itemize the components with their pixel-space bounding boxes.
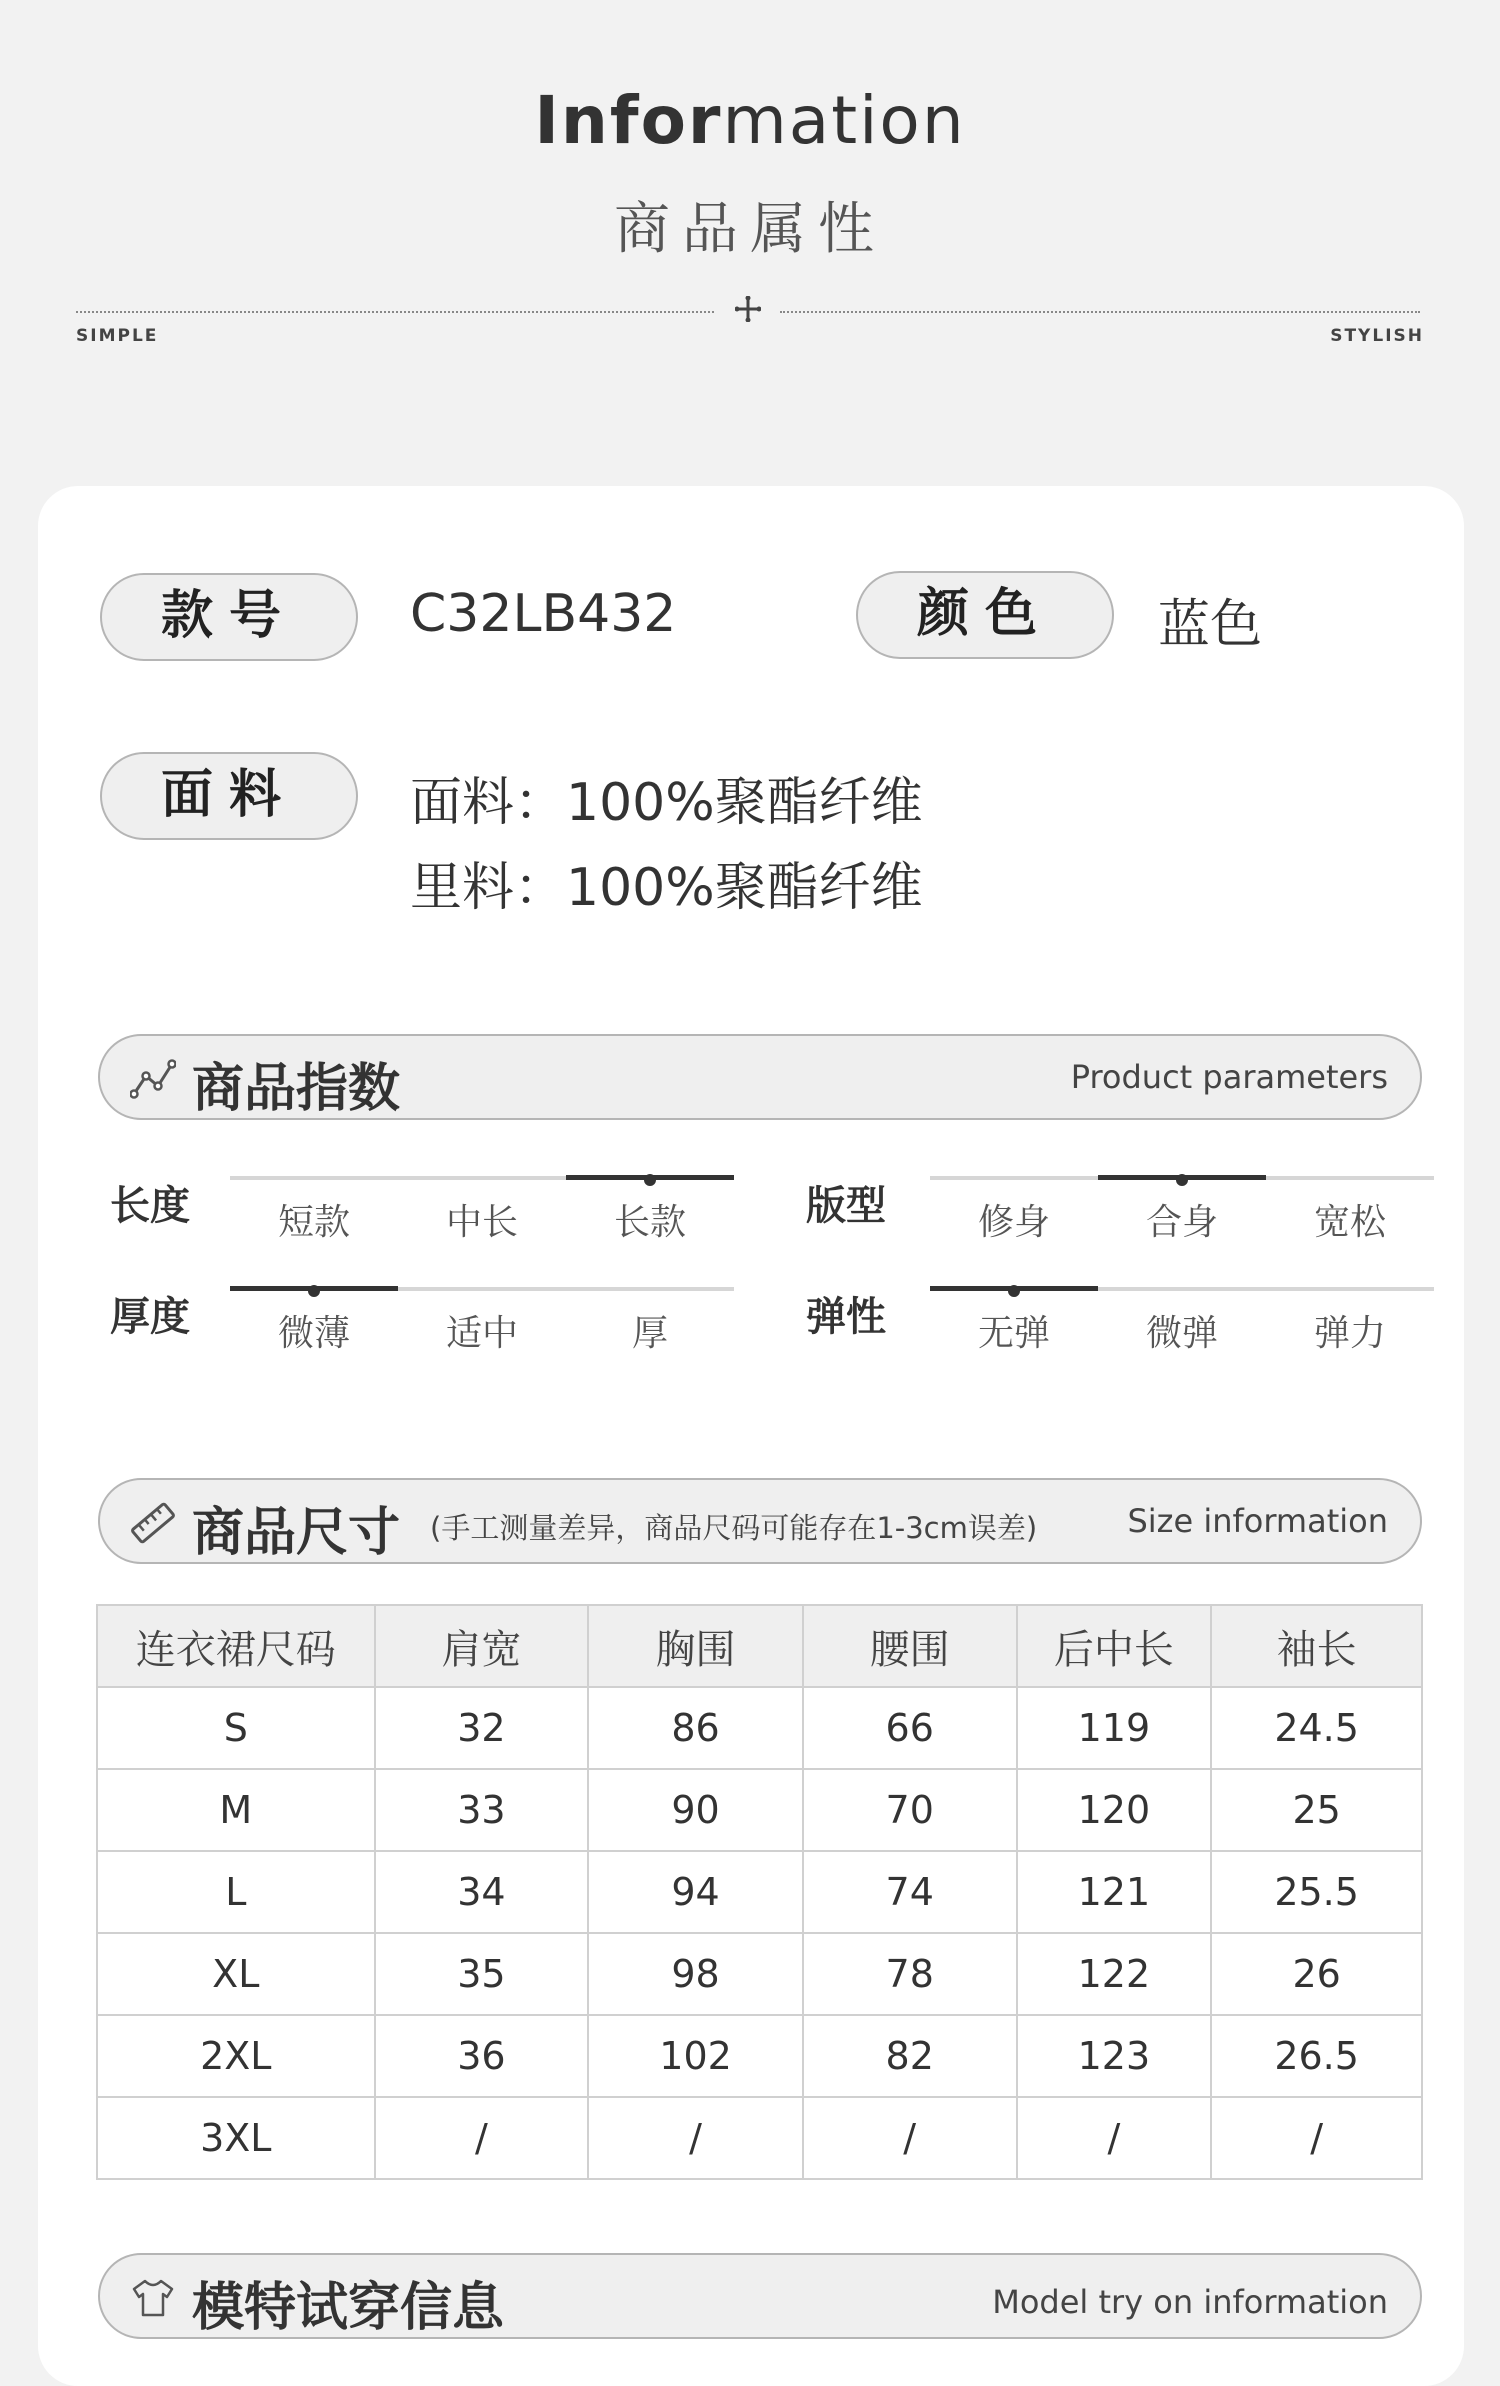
fabric-label: 面料 — [100, 752, 358, 840]
size-cell: 70 — [803, 1769, 1017, 1851]
size-cell: 66 — [803, 1687, 1017, 1769]
model-section-bar — [98, 2253, 1422, 2339]
param-label: 厚度 — [110, 1294, 190, 1340]
param-option: 中长 — [445, 1202, 518, 1243]
size-cell: 82 — [803, 2015, 1017, 2097]
param-option: 厚 — [631, 1313, 668, 1354]
size-cell: M — [97, 1769, 375, 1851]
size-cell: 122 — [1017, 1933, 1212, 2015]
size-cell: / — [1211, 2097, 1422, 2179]
param-option: 合身 — [1145, 1202, 1218, 1243]
param-option: 长款 — [613, 1202, 686, 1243]
size-cell: 26 — [1211, 1933, 1422, 2015]
size-cell: 25 — [1211, 1769, 1422, 1851]
size-cell: 26.5 — [1211, 2015, 1422, 2097]
color-label: 颜色 — [856, 571, 1114, 659]
page-title — [0, 82, 1500, 159]
size-cell: 32 — [375, 1687, 589, 1769]
size-header-cell: 袖长 — [1211, 1605, 1422, 1687]
title-bold: Infor — [534, 82, 723, 159]
page-subtitle: 商品属性 — [614, 197, 886, 262]
stylish-label: STYLISH — [1330, 326, 1424, 346]
size-cell: 74 — [803, 1851, 1017, 1933]
param-option: 修身 — [977, 1202, 1050, 1243]
style-number-value: C32LB432 — [410, 584, 677, 644]
param-scale-marker — [1008, 1285, 1020, 1297]
size-header-cell: 胸围 — [588, 1605, 803, 1687]
params-title: 商品指数 — [192, 1059, 401, 1119]
size-cell: 102 — [588, 2015, 803, 2097]
param-label: 弹性 — [806, 1294, 886, 1340]
param-option: 适中 — [445, 1313, 518, 1354]
size-cell: 78 — [803, 1933, 1017, 2015]
param-option: 无弹 — [977, 1313, 1050, 1354]
param-option: 微薄 — [277, 1313, 350, 1354]
size-cell: 2XL — [97, 2015, 375, 2097]
size-cell: 35 — [375, 1933, 589, 2015]
param-scale-marker — [308, 1285, 320, 1297]
size-cell: 98 — [588, 1933, 803, 2015]
size-cell: 3XL — [97, 2097, 375, 2179]
fabric-lining: 里料：100%聚酯纤维 — [410, 858, 923, 918]
tshirt-icon — [130, 2277, 176, 2319]
table-row — [97, 2097, 1422, 2179]
model-title: 模特试穿信息 — [192, 2278, 505, 2338]
param-option: 宽松 — [1313, 1202, 1386, 1243]
size-cell: 90 — [588, 1769, 803, 1851]
size-cell: 33 — [375, 1769, 589, 1851]
param-option: 弹力 — [1313, 1313, 1386, 1354]
size-table-body — [97, 1687, 1422, 2179]
size-cell: S — [97, 1687, 375, 1769]
trend-line-icon — [130, 1058, 176, 1100]
size-cell: 25.5 — [1211, 1851, 1422, 1933]
size-header-cell: 腰围 — [803, 1605, 1017, 1687]
param-label: 版型 — [806, 1183, 886, 1229]
table-row — [97, 2015, 1422, 2097]
table-row — [97, 1769, 1422, 1851]
size-cell: / — [588, 2097, 803, 2179]
table-row — [97, 1933, 1422, 2015]
size-cell: 94 — [588, 1851, 803, 1933]
table-row — [97, 1851, 1422, 1933]
size-cell: / — [1017, 2097, 1212, 2179]
size-cell: 36 — [375, 2015, 589, 2097]
size-table-header — [97, 1605, 1422, 1687]
size-cell: XL — [97, 1933, 375, 2015]
size-cell: 34 — [375, 1851, 589, 1933]
param-scale-marker — [1176, 1174, 1188, 1186]
size-table — [96, 1604, 1423, 2180]
param-option: 短款 — [277, 1202, 350, 1243]
model-title-en: Model try on information — [992, 2283, 1388, 2321]
divider-right — [780, 311, 1420, 313]
param-scale-marker — [644, 1174, 656, 1186]
size-cell: 123 — [1017, 2015, 1212, 2097]
size-cell: / — [803, 2097, 1017, 2179]
params-section-bar — [98, 1034, 1422, 1120]
size-cell: 121 — [1017, 1851, 1212, 1933]
divider-left — [76, 311, 714, 313]
simple-label: SIMPLE — [76, 326, 159, 346]
size-header-cell: 肩宽 — [375, 1605, 589, 1687]
ruler-icon — [130, 1502, 176, 1544]
size-cell: L — [97, 1851, 375, 1933]
size-header-cell: 后中长 — [1017, 1605, 1212, 1687]
size-header-cell: 连衣裙尺码 — [97, 1605, 375, 1687]
color-value: 蓝色 — [1158, 595, 1263, 655]
params-title-en: Product parameters — [1070, 1058, 1388, 1096]
size-cell: 24.5 — [1211, 1687, 1422, 1769]
fabric-shell: 面料：100%聚酯纤维 — [410, 773, 923, 833]
size-note: (手工测量差异，商品尺码可能存在1-3cm误差) — [430, 1511, 1038, 1545]
param-option: 微弹 — [1145, 1313, 1218, 1354]
title-rest: mation — [722, 82, 966, 159]
style-number-label: 款号 — [100, 573, 358, 661]
table-row — [97, 1687, 1422, 1769]
size-section-bar — [98, 1478, 1422, 1564]
size-title-en: Size information — [1127, 1502, 1388, 1540]
param-label: 长度 — [110, 1183, 190, 1229]
size-cell: 119 — [1017, 1687, 1212, 1769]
cross-arrows-icon — [735, 296, 761, 322]
size-title: 商品尺寸 — [192, 1503, 401, 1563]
size-cell: 86 — [588, 1687, 803, 1769]
size-cell: / — [375, 2097, 589, 2179]
size-cell: 120 — [1017, 1769, 1212, 1851]
